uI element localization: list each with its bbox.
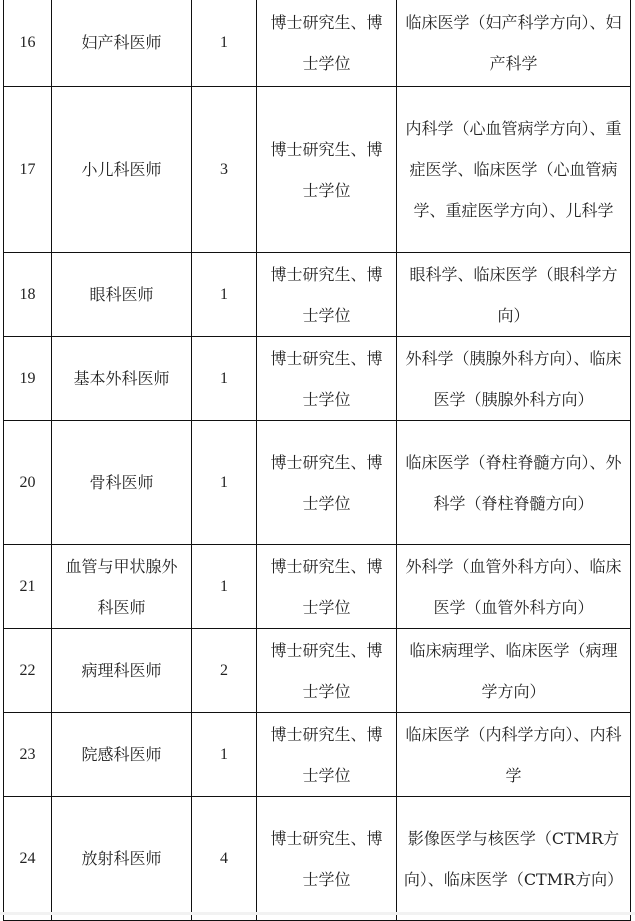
- row-number: 19: [4, 337, 52, 421]
- major-requirement: 外科学（血管外科方向）、临床医学（血管外科方向）: [397, 545, 631, 629]
- degree-requirement: 博士研究生、博士学位: [257, 421, 397, 545]
- row-number: 22: [4, 629, 52, 713]
- degree-requirement: 博士研究生、博士学位: [257, 629, 397, 713]
- major-requirement: 临床病理学、临床医学（病理学方向）: [397, 629, 631, 713]
- row-number: 16: [4, 0, 52, 87]
- position-name: 眼科医师: [52, 253, 192, 337]
- row-number: 24: [4, 797, 52, 921]
- position-name: 基本外科医师: [52, 337, 192, 421]
- major-requirement: 临床医学（脊柱脊髓方向）、外科学（脊柱脊髓方向）: [397, 421, 631, 545]
- degree-requirement: 博士研究生、博士学位: [257, 253, 397, 337]
- major-requirement: 临床医学（妇产科学方向）、妇产科学: [397, 0, 631, 87]
- row-number: 21: [4, 545, 52, 629]
- position-name: 院感科医师: [52, 713, 192, 797]
- degree-requirement: 博士研究生、博士学位: [257, 545, 397, 629]
- major-requirement: 影像医学与核医学（CTMR方向）、临床医学（CTMR方向）: [397, 797, 631, 921]
- position-name: 小儿科医师: [52, 87, 192, 253]
- headcount: 4: [192, 797, 257, 921]
- headcount: 3: [192, 87, 257, 253]
- headcount: 1: [192, 421, 257, 545]
- row-number: 18: [4, 253, 52, 337]
- row-number: 17: [4, 87, 52, 253]
- headcount: 1: [192, 0, 257, 87]
- table-row: [4, 629, 631, 713]
- headcount: 1: [192, 337, 257, 421]
- table-row: [4, 0, 631, 87]
- table-row: [4, 421, 631, 545]
- position-name: 骨科医师: [52, 421, 192, 545]
- position-name: 血管与甲状腺外科医师: [52, 545, 192, 629]
- degree-requirement: 博士研究生、博士学位: [257, 87, 397, 253]
- degree-requirement: 博士研究生、博士学位: [257, 713, 397, 797]
- table-row: [4, 87, 631, 253]
- degree-requirement: 博士研究生、博士学位: [257, 797, 397, 921]
- recruitment-table: [3, 0, 631, 921]
- headcount: 1: [192, 545, 257, 629]
- degree-requirement: 博士研究生、博士学位: [257, 337, 397, 421]
- row-number: 23: [4, 713, 52, 797]
- major-requirement: 眼科学、临床医学（眼科学方向）: [397, 253, 631, 337]
- position-name: 妇产科医师: [52, 0, 192, 87]
- major-requirement: 内科学（心血管病学方向）、重症医学、临床医学（心血管病学、重症医学方向）、儿科学: [397, 87, 631, 253]
- table-row: [4, 337, 631, 421]
- major-requirement: 临床医学（内科学方向）、内科学: [397, 713, 631, 797]
- table-row: [4, 253, 631, 337]
- table-row: [4, 545, 631, 629]
- position-name: 病理科医师: [52, 629, 192, 713]
- table-row: [4, 713, 631, 797]
- headcount: 1: [192, 713, 257, 797]
- table-row: [4, 797, 631, 921]
- headcount: 2: [192, 629, 257, 713]
- degree-requirement: 博士研究生、博士学位: [257, 0, 397, 87]
- headcount: 1: [192, 253, 257, 337]
- row-number: 20: [4, 421, 52, 545]
- position-name: 放射科医师: [52, 797, 192, 921]
- major-requirement: 外科学（胰腺外科方向）、临床医学（胰腺外科方向）: [397, 337, 631, 421]
